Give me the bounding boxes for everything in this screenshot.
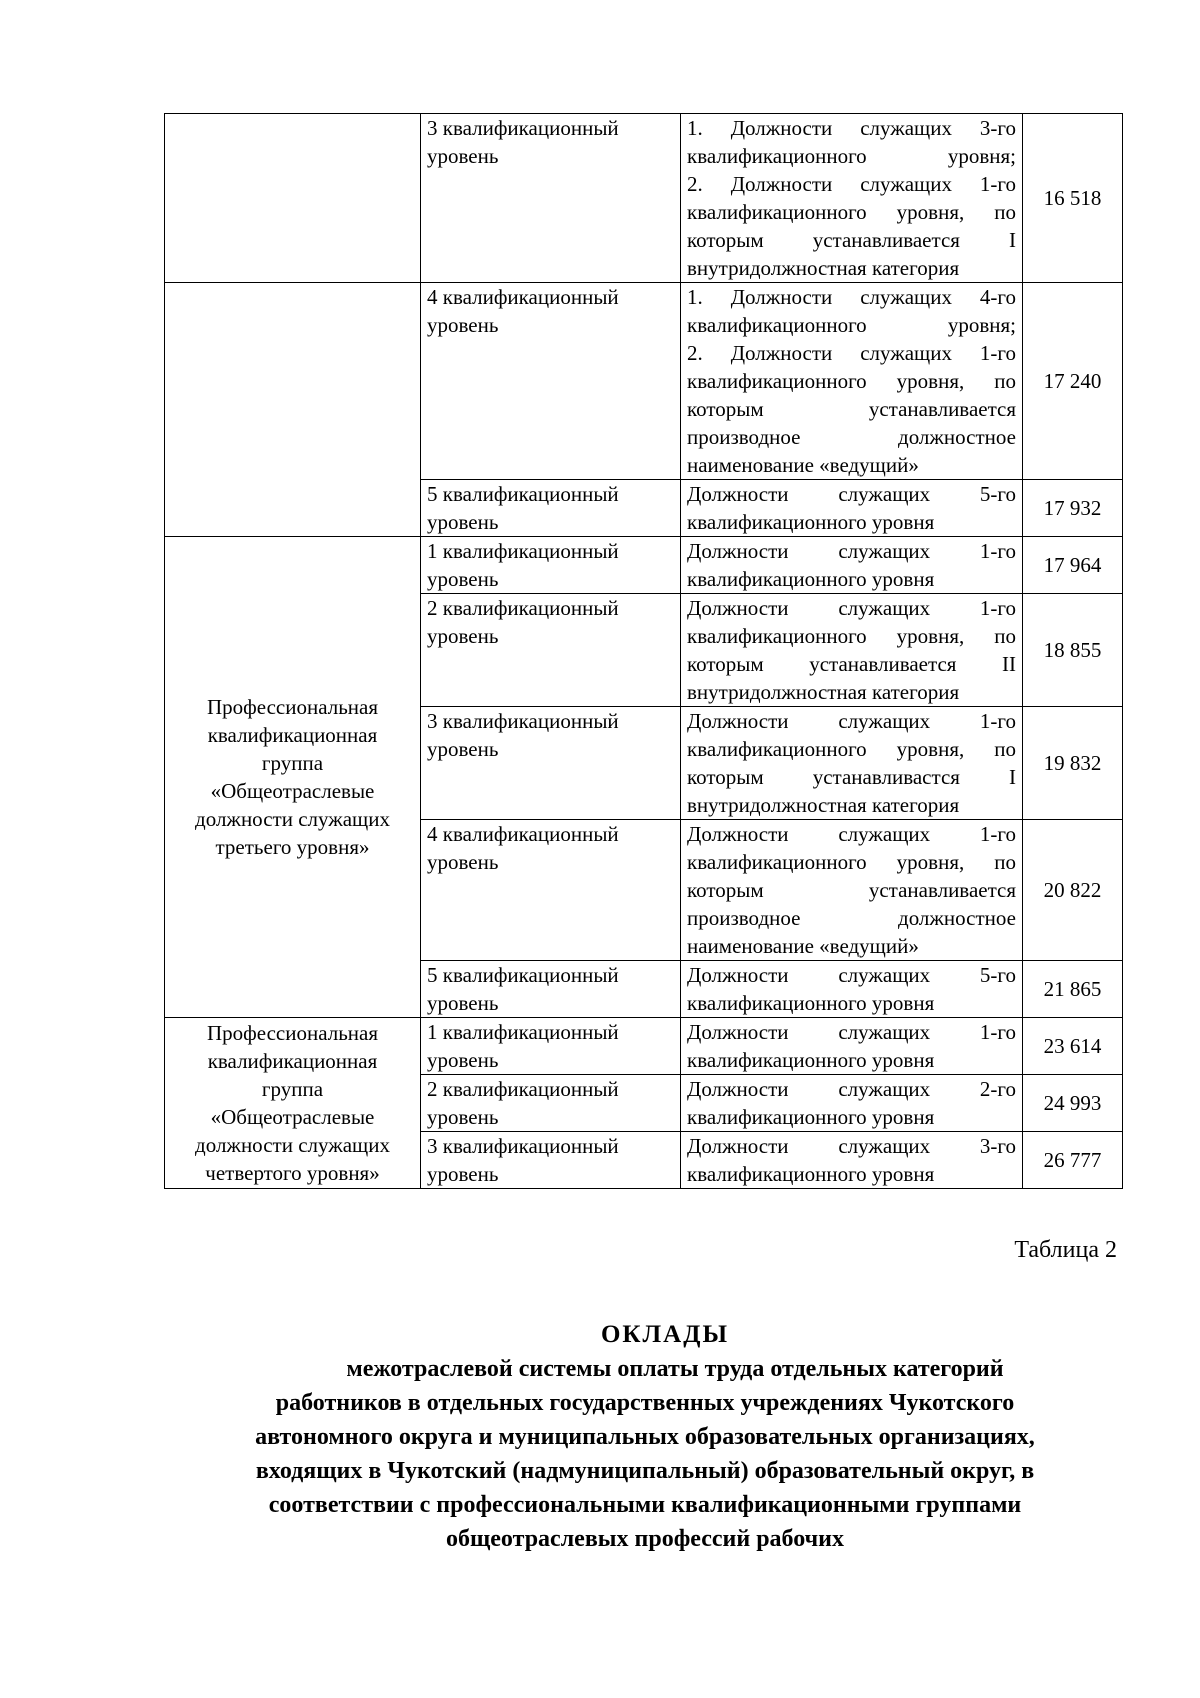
salary-table-body <box>165 114 1123 1189</box>
table-number-label: Таблица 2 <box>1014 1237 1117 1263</box>
description-line: квалификационного уровня <box>687 1162 935 1186</box>
qualification-level-cell: 3 квалификационный уровень <box>421 114 681 283</box>
description-line: квалификационного уровня, по <box>687 624 1016 648</box>
positions-description-cell <box>681 1132 1023 1189</box>
description-line: квалификационного уровня <box>687 991 935 1015</box>
qualification-level-cell: 1 квалификационный уровень <box>421 537 681 594</box>
table-row <box>165 537 1123 594</box>
description-line: производное должностное <box>687 425 1016 449</box>
description-line: производное должностное <box>687 906 1016 930</box>
salary-table <box>164 113 1123 1189</box>
description-line: квалификационного уровня, по <box>687 850 1016 874</box>
heading-line: автономного округа и муниципальных образовательных организациях, <box>255 1424 1035 1450</box>
qualification-level-cell: 4 квалификационный уровень <box>421 283 681 480</box>
salary-amount-cell: 21 865 <box>1023 961 1123 1018</box>
description-line: которым устанавливастся I <box>687 765 1016 789</box>
salary-amount-cell: 20 822 <box>1023 820 1123 961</box>
qualification-level-cell: 4 квалификационный уровень <box>421 820 681 961</box>
salary-amount-cell: 17 964 <box>1023 537 1123 594</box>
positions-description-cell <box>681 961 1023 1018</box>
heading-title: ОКЛАДЫ <box>600 1321 729 1348</box>
description-line: 1. Должности служащих 3-го <box>687 116 1016 140</box>
qualification-group-cell: Профессиональная квалификационная группа «Общеотраслевые должности служащих третьего уровня» <box>165 537 421 1018</box>
description-line: квалификационного уровня <box>687 1105 935 1129</box>
table-row <box>165 114 1123 283</box>
heading-line: межотраслевой системы оплаты труда отдельных категорий <box>346 1356 1004 1382</box>
qualification-level-cell: 3 квалификационный уровень <box>421 1132 681 1189</box>
salary-amount-cell: 19 832 <box>1023 707 1123 820</box>
positions-description-cell <box>681 1018 1023 1075</box>
description-line: внутридолжностная категория <box>687 256 960 280</box>
positions-description-cell <box>681 537 1023 594</box>
salary-amount-cell: 16 518 <box>1023 114 1123 283</box>
qualification-level-cell: 1 квалификационный уровень <box>421 1018 681 1075</box>
heading-line: общеотраслевых профессий рабочих <box>446 1526 844 1552</box>
qualification-level-cell: 2 квалификационный уровень <box>421 594 681 707</box>
salary-amount-cell: 23 614 <box>1023 1018 1123 1075</box>
description-line: наименование «ведущий» <box>687 934 919 958</box>
positions-description-cell <box>681 283 1023 480</box>
description-line: квалификационного уровня, по <box>687 200 1016 224</box>
description-line: Должности служащих 1-го <box>687 539 1016 563</box>
qualification-group-cell: Профессиональная квалификационная группа «Общеотраслевые должности служащих четвертого уровня» <box>165 1018 421 1189</box>
description-line: Должности служащих 5-го <box>687 482 1016 506</box>
description-line: Должности служащих 1-го <box>687 1020 1016 1044</box>
qualification-level-cell: 5 квалификационный уровень <box>421 961 681 1018</box>
description-line: Должности служащих 1-го <box>687 596 1016 620</box>
description-line: 2. Должности служащих 1-го <box>687 341 1016 365</box>
description-line: которым устанавливается II <box>687 652 1016 676</box>
salary-amount-cell: 26 777 <box>1023 1132 1123 1189</box>
description-line: квалификационного уровня <box>687 510 935 534</box>
description-line: Должности служащих 1-го <box>687 709 1016 733</box>
heading-line: работников в отдельных государственных учреждениях Чукотского <box>275 1390 1015 1416</box>
heading-line: входящих в Чукотский (надмуниципальный) образовательный округ, в <box>255 1458 1035 1484</box>
description-line: квалификационного уровня; <box>687 144 1016 168</box>
description-line: 2. Должности служащих 1-го <box>687 172 1016 196</box>
table-row <box>165 1018 1123 1075</box>
positions-description-cell <box>681 480 1023 537</box>
description-line: Должности служащих 1-го <box>687 822 1016 846</box>
description-line: которым устанавливается <box>687 878 1016 902</box>
salary-amount-cell: 24 993 <box>1023 1075 1123 1132</box>
description-line: 1. Должности служащих 4-го <box>687 285 1016 309</box>
description-line: квалификационного уровня <box>687 1048 935 1072</box>
positions-description-cell <box>681 594 1023 707</box>
description-line: квалификационного уровня, по <box>687 737 1016 761</box>
qualification-level-cell: 5 квалификационный уровень <box>421 480 681 537</box>
positions-description-cell <box>681 820 1023 961</box>
qualification-group-cell <box>165 114 421 283</box>
table-row <box>165 283 1123 480</box>
description-line: Должности служащих 2-го <box>687 1077 1016 1101</box>
salary-amount-cell: 17 240 <box>1023 283 1123 480</box>
qualification-level-cell: 2 квалификационный уровень <box>421 1075 681 1132</box>
description-line: квалификационного уровня, по <box>687 369 1016 393</box>
description-line: которым устанавливается <box>687 397 1016 421</box>
positions-description-cell <box>681 114 1023 283</box>
qualification-group-cell <box>165 283 421 537</box>
qualification-level-cell: 3 квалификационный уровень <box>421 707 681 820</box>
description-line: Должности служащих 5-го <box>687 963 1016 987</box>
salary-amount-cell: 18 855 <box>1023 594 1123 707</box>
positions-description-cell <box>681 707 1023 820</box>
positions-description-cell <box>681 1075 1023 1132</box>
description-line: внутридолжностная категория <box>687 793 960 817</box>
salary-amount-cell: 17 932 <box>1023 480 1123 537</box>
description-line: квалификационного уровня <box>687 567 935 591</box>
description-line: квалификационного уровня; <box>687 313 1016 337</box>
description-line: внутридолжностная категория <box>687 680 960 704</box>
section-heading <box>150 1318 1140 1556</box>
heading-line: соответствии с профессиональными квалификационными группами <box>268 1492 1022 1518</box>
description-line: наименование «ведущий» <box>687 453 919 477</box>
description-line: Должности служащих 3-го <box>687 1134 1016 1158</box>
description-line: которым устанавливается I <box>687 228 1016 252</box>
